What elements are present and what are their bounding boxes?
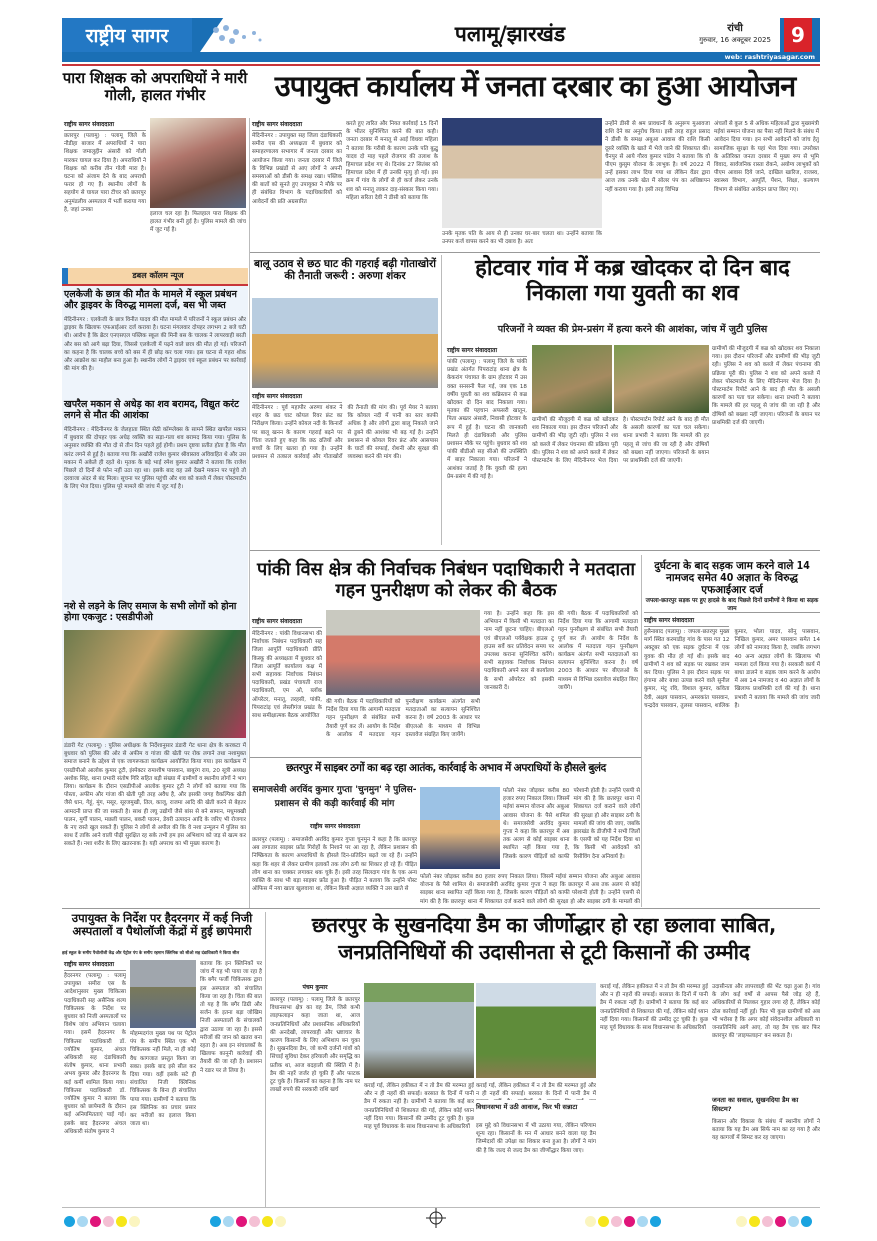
header-rule xyxy=(62,64,820,66)
color-registration-dots xyxy=(585,1212,663,1231)
chhath-ghat-photo xyxy=(252,298,438,388)
byline: राष्ट्रीय सागर संवाददाता xyxy=(447,346,527,357)
byline: राष्ट्रीय सागर संवाददाता xyxy=(64,960,126,971)
headline-lkg: एलकेजी के छात्र की मौत के मामले में स्कूल प्रबंधन और ड्राइवर के विरुद्ध मामला दर्ज, बस भी जब्त xyxy=(64,289,237,311)
row-divider xyxy=(250,757,641,758)
headline-balu: बालू उठाव से छठ घाट की गहराई बढ़ी गोताखोरों की तैनाती जरूरी : अरुणा शंकर xyxy=(253,258,437,283)
subheadline-durghatna: जपला-छतरपुर सड़क पर हुए हादसे के बाद पिछले दिनों ग्रामीणों ने किया था सड़क जाम xyxy=(645,598,819,612)
column-divider xyxy=(265,912,266,1207)
headline-nasha: नशे से लड़ने के लिए समाज के सभी लोगों को होना होगा एकजुट : एसडीपीओ xyxy=(64,601,237,623)
headline-haidernagar: उपायुक्त के निर्देश पर हैदरनगर में कई निजी अस्पतालों व पैथोलॉजी केंद्रों में हुई छापेमारी xyxy=(71,911,253,939)
story-body: किसान और विकास के संबंध में स्थानीय लोगों ने बताया कि यह डैम अब सिर्फ नाम का रह गया है और यह कागजों में सिमट कर रह जाएगा। xyxy=(712,1119,820,1142)
row-divider xyxy=(62,908,820,909)
police-at-site-photo xyxy=(614,345,709,413)
awareness-program-photo xyxy=(64,630,246,738)
row-divider xyxy=(250,252,820,253)
story-body: करते हुए त्वरित और नियत कार्रवाई 15 दिनों के भीतर सुनिश्चित करने की बात कही। जनता दरबार में मनातू से आई विधवा महिला ने बताया कि गरीबी के कारण उनके पति बुद्धु यादव दो माह पहले रोजगार की तलाश के हिमाचल प्रदेश गए थे। दिनांक 27 सितंबर को हिमाचल प्रदेश में ही उनकी मृत्यु हो गई। इस क्रम में गांव के लोगों से ही कर्ज लेकर उनके शव को मनातू लाकर दाह-संस्कार किया गया। महिला सरिता देवी ने डीसी को बताया कि xyxy=(346,121,438,201)
subheading: जनता का सवाल, सुखनदिया डैम का सिस्टम? xyxy=(712,1096,799,1113)
edition-date: गुरुवार, 16 अक्टूबर 2025 xyxy=(699,36,771,44)
grave-site-photo xyxy=(532,345,612,413)
janta-darbar-photo xyxy=(442,118,602,228)
story-body: इस मुद्दे को विधानसभा में भी उठाया गया, लेकिन परिणाम शून्य रहा। किसानों के मन में आधार बनने वाला यह डैम जिम्मेदारों की उपेक्षा का शिकार बना हुआ है। लोगों ने मांग की है कि जल्द से जल्द डैम का जीर्णोद्धार किया जाए। xyxy=(476,1123,596,1154)
column-divider xyxy=(249,118,250,908)
story-body: छतरपुर (पलामू) : पलामू जिले के नौडीहा बाजार में अपराधियों ने पारा शिक्षक जमालुद्दीन अंसारी को गोली मारकर घायल कर दिया है। अपराधियों ने शिक्षक को करीब तीन गोली मारा है। घटना को अंजाम देने के बाद अपराधी फरार हो गए हैं। स्थानीय लोगों के सहयोग से घायल पारा टीचर को छतरपुर अनुमंडलीय अस्पताल में भर्ती कराया गया है, जहां उनका xyxy=(64,133,146,213)
headline-hotwar: होटवार गांव में कब्र खोदकर दो दिन बाद निकाला गया युवती का शव xyxy=(475,256,790,307)
story-body: छतरपुर (पलामू) : समाजसेवी अरविंद कुमार गुप्ता चुनमुन ने कहा है कि छतरपुर अब लगातार साइबर फ्रॉड गिरोहों के निशाने पर आ रहा है, लेकिन प्रशासन की निष्क्रियता के कारण अपराधियों के हौसले दिन-प्रतिदिन बढ़ते जा रहे हैं। उन्होंने कहा कि शहर से लेकर ग्रामीण इलाकों तक लोग ठगी का शिकार हो रहे हैं। पीड़ित लोग थाना का चक्कर लगाकर थक चुके हैं। इसी तरह सिलदाग गांव के एक अन्य व्यक्ति के साथ भी बड़ा साइबर फ्रॉड हुआ है। पीड़ित ने बताया कि उन्होंने पोस्ट ऑफिस में नया खाता खुलवाया था, लेकिन किसी अज्ञात व्यक्ति ने उस खाते से xyxy=(252,837,417,893)
story-body: बताया कि इन क्लिनिकों पर जांच में यह भी पाया जा रहा है कि बगैर फर्जी चिकित्सक द्वारा इस अस्पताल को संचालित किया जा रहा है। चिंता की बात तो यह है कि बगैर डिग्री और सर्जन के इतना बड़ा जोखिम निजी अस्पतालों के संचालकों द्वारा उठाया जा रहा है। इससे मरीजों की जान को खतरा बना रहता है। अब इन संचालकों के खिलाफ कानूनी कार्रवाई की तैयारी की जा रही है। प्रशासन ने रडार पर ले लिया है। xyxy=(200,961,262,1074)
story-body: ग्रामीणों की मौजूदगी में कब्र को खोदकर शव निकाला गया। इस दौरान परिजनों और ग्रामीणों की भीड़ जुटी रही। पुलिस ने शव को कब्जे में लेकर पंचनामा की प्रक्रिया पूरी की। पुलिस ने शव को अपने कब्जे में लेकर पोस्टमार्टम के लिए मेदिनीनगर भेज दिया है। पोस्टमार्टम रिपोर्ट आने के बाद ही मौत के असली कारणों का पता चल सकेगा। थाना प्रभारी ने बताया कि मामले की हर पहलू से जांच की जा रही है और दोषियों को बख्शा नहीं जाएगा। परिजनों के बयान पर प्राथमिकी दर्ज की जाएगी। xyxy=(712,346,820,426)
headline-main: उपायुक्त कार्यालय में जनता दरबार का हुआ आयोजन xyxy=(274,69,796,103)
byline: राष्ट्रीय सागर संवाददाता xyxy=(644,616,729,627)
story-body: फोलो नंबर जोड़कर करीब 80 हजार रुपए निकाल लिया। जिसमें मईयां सम्मान योजना और अबुआ आवास योजना के पैसे शामिल थे। समाजसेवी अरविंद कुमार गुप्ता ने कहा कि छतरपुर में अब तक अलग से कोई साइबर थाना स्थापित नहीं किया गया है, जिसके कारण पीड़ितों को काफी परेशानी होती है। उन्होंने एसपी से मांग की है कि छतरपुर थाना में शिकायत दर्ज कराने वाले लोगों की सुरक्षा हो और साइबर ठगी के मामलों की जांच की जाए, जबकि झारखंड के डीजीपी ने सभी जिलों के एसपी को यह निर्देश दिया था कि किसी भी आवेदकों को रिसीविंग देना अनिवार्य है। xyxy=(503,788,640,860)
subheadline-hotwar: परिजनों ने व्यक्त की प्रेम-प्रसंग में हत्या करने की आशंका, जांच में जुटी पुलिस xyxy=(497,324,768,335)
story-body: ग्रामीणों की मौजूदगी में कब्र को खोदकर शव निकाला गया। इस दौरान परिजनों और ग्रामीणों की भीड़ जुटी रही। पुलिस ने शव को कब्जे में लेकर पंचनामा की प्रक्रिया पूरी की। पुलिस ने शव को अपने कब्जे में लेकर पोस्टमार्टम के लिए मेदिनीनगर भेज दिया है। पोस्टमार्टम रिपोर्ट आने के बाद ही मौत के असली कारणों का पता चल सकेगा। थाना प्रभारी ने बताया कि मामले की हर पहलू से जांच की जा रही है और दोषियों को बख्शा नहीं जाएगा। परिजनों के बयान पर प्राथमिकी दर्ज की जाएगी। xyxy=(532,417,709,465)
headline-teacher: पारा शिक्षक को अपराधियों ने मारी गोली, हालत गंभीर xyxy=(62,69,248,105)
headline-khaprail: खपरैल मकान से अधेड़ का शव बरामद, विद्युत करंट लगने से मौत की आशंका xyxy=(64,399,239,421)
photo-caption: इलाज चल रहा है। फिलहाल पारा शिक्षक की हालत गंभीर बनी हुई है। पुलिस मामले की जांच में जुट गई है। xyxy=(150,211,246,234)
story-body: की गयी। बैठक में पदाधिकारियों को निर्देश दिया गया कि आगामी मतदाता गहन पुनरीक्षण से संबंधित सभी तैयारी पूर्ण कर लें। आयोग के निर्देश के आलोक में मतदाता गहन पुनरीक्षण कार्यक्रम अंतर्गत सभी मतदाताओं का सत्यापन सुनिश्चित करना है। वर्ष 2003 के आधार पर बीएलओ के माध्यम से विभिन्न दस्तावेज संग्रहित किए जायेंगे। xyxy=(558,611,638,691)
activist-portrait-photo xyxy=(420,787,500,869)
headline-cyber: छतरपुर में साइबर ठगों का बढ़ रहा आतंक, कार्रवाई के अभाव में अपराधियों के हौसले बुलंद xyxy=(286,762,606,774)
byline: राष्ट्रीय सागर संवाददाता xyxy=(252,617,322,628)
dam-water-photo xyxy=(364,983,474,1078)
subheadline-cyber: समाजसेवी अरविंद कुमार गुप्ता 'चुनमुन' ने पुलिस-प्रशासन से की कड़ी कार्रवाई की मांग xyxy=(252,785,417,809)
color-registration-dots xyxy=(736,1212,814,1231)
story-body: कराई गई, लेकिन हकीकत में न तो डैम की मरम्मत हुई और न ही नहरों की सफाई। बरसात के दिनों में पानी डैम में रुकता नहीं है। ग्रामीणों ने बताया कि कई बार जनप्रतिनिधियों से शिकायत की गई, लेकिन कोई ध्यान नहीं दिया गया। किसानों की उम्मीद टूट चुकी है। कुछ माह पूर्व विधायक के साथ विधानसभा के अधिकारियों xyxy=(364,1083,474,1131)
story-body: पांकी (पलामू) : पलामू जिले के पांकी प्रखंड अंतर्गत पिपराटांड़ थाना क्षेत्र के केकरांग पंचायत के ग्राम होटवार में उस वक्त सनसनी फैल गई, जब एक 18 वर्षीय युवती का शव कब्रिस्तान से कब्र खोदकर दो दिन बाद निकाला गया। मृतका की पहचान अफसरी खातून, पिता अख्तर अंसारी, निवासी होटवार के रूप में हुई है। घटना की जानकारी मिलते ही दंडाधिकारी और पुलिस प्रशासन मौके पर पहुंचे। बुधवार को शव पांकी बीडीओ सह सीओ की उपस्थिति में बाहर निकाला गया। परिजनों ने आशंका जताई है कि युवती की हत्या प्रेम-प्रसंग में की गई है। xyxy=(447,359,527,480)
double-column-news-label: डबल कॉलम न्यूज xyxy=(62,268,248,284)
byline: राष्ट्रीय सागर संवाददाता xyxy=(252,392,342,403)
byline: राष्ट्रीय सागर संवाददाता xyxy=(252,120,342,131)
story-body: कराई गई, लेकिन हकीकत में न तो डैम की मरम्मत हुई और न ही नहरों की सफाई। बरसात के दिनों में पानी डैम में रुकता नहीं है। ग्रामीणों ने बताया कि कई बार जनप्रतिनिधियों से शिकायत की गई, लेकिन कोई ध्यान नहीं दिया गया। किसानों की उम्मीद टूट चुकी है। कुछ माह पूर्व विधायक के साथ विधानसभा के अधिकारियों xyxy=(600,984,708,1032)
story-body: मेदिनीनगर : पांकी विधानसभा की निर्वाचक निबंधन पदाधिकारी सह जिला आपूर्ति पदाधिकारी प्रीति किस्कू की अध्यक्षता में बुधवार को जिला आपूर्ति कार्यालय कक्ष में सभी सहायक निर्वाचक निबंधन पदाधिकारी, प्रखंड पंचायती राज पदाधिकारी, एम ओ, ब्लॉक ऑपरेटर, मनातू, तरहसी, पांकी, पिपराटांड़ एवं लेस्लीगंज प्रखंड के साथ समीक्षात्मक बैठक आयोजित xyxy=(252,631,322,720)
row-divider xyxy=(250,550,820,551)
story-body: डंडारी गेट (पलामू) : पुलिस अधीक्षक के निर्देशानुसार डंडारी गेट थाना क्षेत्र के करकटा में बुधवार को पुलिस की ओर से अफीम व गांजा की खेती पर रोक लगाने तथा नशामुक्त समाज बनाने के उद्देश्य से एक जागरूकता कार्यक्रम आयोजित किया गया। इस कार्यक्रम में एसडीपीओ आलोक कुमार टूटी, इंस्पेक्टर रामाशीष पासवान, बाबूरंग राय, 20 सूत्री अध्यक्ष अशोक सिंह, थाना प्रभारी संतोष गिरि सहित बड़ी संख्या में ग्रामीणों व स्थानीय लोगों ने भाग लिया। कार्यक्रम के दौरान एसडीपीओ आलोक कुमार टूटी ने लोगों को बताया गया कि पोस्ता, अफीम और गांजा की खेती पूरी तरह अवैध है, और इसकी जगह वैकल्पिक खेती जैसे धान, गेहूं, मूंग, मसूर, सूरजमुखी, तिल, काजू, राजमा आदि की खेती करने से बेहतर आमदनी प्राप्त की जा सकती है। साथ ही लघु उद्योगों जैसे बांस से बने सामान, मधुमक्खी पालन, मुर्गी पालन, मछली पालन, बकरी पालन, डेयरी उत्पादन आदि के जरिए भी रोजगार के नए रास्ते खुल सकते हैं। पुलिस ने लोगों से अपील की कि वे नशा उन्मूलन में पुलिस का साथ दें ताकि आने वाली पीढ़ी सुरक्षित रह सके तभी हम इस अभिशाप को जड़ से खत्म कर सकते हैं। नशा शरीर के लिए खतरनाक है। यही अपराध का भी मुख्य कारण है। xyxy=(64,743,246,848)
website-link[interactable]: web: rashtriyasagar.com xyxy=(724,53,815,61)
byline: पंचम कुमार xyxy=(270,983,360,994)
decorative-dots-icon xyxy=(210,24,270,46)
story-body: फोलो नंबर जोड़कर करीब 80 हजार रुपए निकाल लिया। जिसमें मईयां सम्मान योजना और अबुआ आवास योजना के पैसे शामिल थे। समाजसेवी अरविंद कुमार गुप्ता ने कहा कि छतरपुर में अब तक अलग से कोई साइबर थाना स्थापित नहीं किया गया है, जिसके कारण पीड़ितों को काफी परेशानी होती है। उन्होंने एसपी से मांग की है कि छतरपुर थाना में शिकायत दर्ज कराने वाले लोगों की सुरक्षा हो और साइबर ठगी के मामलों की xyxy=(420,874,640,905)
dam-embankment-photo xyxy=(476,983,596,1078)
story-body: गया है। उन्होंने कहा कि इस अभियान में किसी भी मतदाता का नाम नहीं छूटना चाहिए। बीएलओ एवं बीएलओ पर्यवेक्षक हाउस टू हाउस सर्वे कर प्रतिवेदन समय पर उपलब्ध कराना सुनिश्चित करेंगे। सभी सहायक निर्वाचक निबंधन पदाधिकारी अपने स्तर से कार्यालय के सभी ऑपरेटर को इसकी जानकारी दें। xyxy=(484,611,554,691)
story-body: हुसैनाबाद (पलामू) : जपला-छतरपुर मुख्य मार्ग स्थित करमाडीह गांव के पास गत 12 अक्टूबर को एक सड़क दुर्घटना में एक युवक की मौत हो गई थी। इसके बाद ग्रामीणों ने शव को सड़क पर रखकर जाम कर दिया। पुलिस ने इस दौरान सड़क पर हंगामा और बाधा उत्पन्न करने वाले सुनील कुमार, मंटू रवि, विशाल कुमार, कविता देवी, अक्षय पासवान, अमरकांत पासवान, चन्द्रदेव पासवान, तुलसा पासवान, शालिक कुमार, भोला यादव, सोनू पासवान, निखिल कुमार, अमर पासवान समेत 14 लोगों को नामजद किया है, जबकि लगभग 40 अन्य अज्ञात लोगों के खिलाफ भी मामला दर्ज किया गया है। सरकारी कार्य में बाधा डालने व सड़क जाम करने के आरोप में अब 14 नामजद व 40 अज्ञात लोगों के खिलाफ प्राथमिकी दर्ज की गई है। थाना प्रभारी ने बताया कि मामले की जांच जारी है। xyxy=(644,629,820,709)
injured-teacher-photo xyxy=(150,118,246,208)
column-divider xyxy=(641,555,642,907)
headline-sukhandiya: छतरपुर के सुखनदिया डैम का जीर्णोद्धार हो रहा छलावा साबित, जनप्रतिनिधियों की उदासीनता से टूटी किसानों की उम्मीद xyxy=(311,913,777,964)
raid-photo xyxy=(130,960,196,1028)
headline-durghatna: दुर्घटना के बाद सड़क जाम करने वाले 14 नामजद समेत 40 अज्ञात के विरुद्ध एफआईआर दर्ज xyxy=(654,560,810,597)
story-body: की गयी। बैठक में पदाधिकारियों को निर्देश दिया गया कि आगामी मतदाता गहन पुनरीक्षण से संबंधित सभी तैयारी पूर्ण कर लें। आयोग के निर्देश के आलोक में मतदाता गहन पुनरीक्षण कार्यक्रम अंतर्गत सभी मतदाताओं का सत्यापन सुनिश्चित करना है। वर्ष 2003 के आधार पर बीएलओ के माध्यम से विभिन्न दस्तावेज संग्रहित किए जायेंगे। xyxy=(326,699,480,738)
registration-crosshair-icon xyxy=(426,1208,446,1228)
byline: राष्ट्रीय सागर संवाददाता xyxy=(309,823,360,830)
story-body: उदासीनता और लापरवाही की भेंट चढ़ा हुआ है। गांव के लोग कई वर्षों से आपस पैसे जोड़ रहे हैं, अधिकारियों से मिलकर गुहार लगा रहे हैं, लेकिन कोई ठोस कार्रवाई नहीं हुई। फिर भी कुछ ग्रामीणों को अब भी भरोसा है कि अगर कोई संवेदनशील अधिकारी या जनप्रतिनिधि आगे आए, तो यह डैम एक बार फिर छतरपुर की 'लाइफलाइन' बन सकता है। xyxy=(712,984,820,1040)
newspaper-logo: राष्ट्रीय सागर xyxy=(62,18,192,52)
color-registration-dots xyxy=(210,1212,288,1231)
headline-panki: पांकी विस क्षेत्र की निर्वाचक निबंधन पदाधिकारी ने मतदाता गहन पुनरीक्षण को लेकर की बैठक xyxy=(256,559,635,601)
story-body: मेदिनीनगर : पूर्व महापौर अरुणा शंकर ने शहर के छठ घाट कोयल रिवर फ्रंट का निरीक्षण किया। उन्होंने कोयल नदी के किनारों पर बालू खनन के कारण गहराई बढ़ने पर चिंता जताते हुए कहा कि छठ व्रतियों और बच्चों के लिए खतरा हो गया है। उन्होंने प्रशासन से तत्काल कार्रवाई और गोताखोरों की तैनाती की मांग की। पूर्व मेयर ने बताया कि कोयल नदी में पानी का स्तर काफी अधिक है और लोगों द्वारा बालू निकाले जाने से डूबने की आशंका भी बढ़ गई है। उन्होंने प्रशासन से कोयल रिवर फ्रंट और आसपास के घाटों की सफाई, रोशनी और सुरक्षा की व्यवस्था करने की मांग की। xyxy=(252,405,438,461)
story-body: उन्होंने डीसी से श्रम प्रावधानों के अनुरूप मुआवजा राशि देने का अनुरोध किया। इसी तरह राहुल प्रसाद ने डीसी के समक्ष अबुआ आवास की राशि किसी दूसरे व्यक्ति के खाते में भेजे जाने की शिकायत की। चैनपुर से आये गौरव कुमार पांडेय ने बताया कि वो पीएम कुसुम योजना के लाभुक है। वर्ष 2022 में उन्हें इसका लाभ दिया गया था लेकिन वेंडर द्वारा आज तक उनके खेत में सोलर पंप का अधिष्ठापन नहीं कराया गया है। इसी तरह विभिन्न xyxy=(605,121,710,193)
story-body: हैदरनगर (पलामू) : पलामू उपायुक्त समीरा एस के आदेशानुसार मुख्य चिकित्सा पदाधिकारी सह असैनिक शल्य चिकित्सक के निर्देश पर बुधवार को निजी अस्पतालों पर विशेष जांच अभियान चलाया गया। इसमें हैदरनगर के चिकित्सा पदाधिकारी डॉ. ज्योतिष कुमार, अंचल अधिकारी सह दंडाधिकारी संतोष कुमार, थाना प्रभारी अभय कुमार और हैदरनगर के कई कर्मी शामिल किया गया। चिकित्सा पदाधिकारी डॉ. ज्योतिष कुमार ने बताया कि बुधवार को छापेमारी के दौरान कई अनियमितताएं पाई गई। इसके बाद हैदरनगर अंचल अधिकारी संतोष कुमार ने xyxy=(64,973,126,1135)
byline: राष्ट्रीय सागर संवाददाता xyxy=(64,120,146,131)
edition-city: रांची xyxy=(727,23,743,34)
photo-caption: उनके मृतक पति के आय से ही उनका घर-बार चलता था। उन्होंने बताया कि उनपर कर्ज वापस करने का भी दबाव है। अतः xyxy=(442,231,602,246)
story-body: अंचलों से कुल 5 से अधिक महिलाओं द्वारा मुख्यमंत्री मईयां सम्मान योजना का पैसा नहीं मिलने के संबंध में आवेदन दिया गया। इन सभी आवेदनों को जांच हेतु सामाजिक सुरक्षा के यहां भेज दिया गया। उपरोक्त के अतिरिक्त जनता दरबार में मुख्य रूप से भूमि विवाद, सार्वजनिक रास्ता रोकने, अयोग्य लाभुकों को पीएम आवास दिये जाने, दाखिल खारिज, राजस्व, स्वास्थ्य विभाग, आपूर्ति, पेंशन, शिक्षा, कल्याण विभाग से संबंधित आवेदन प्राप्त किए गए। xyxy=(714,121,819,193)
page-number: 9 xyxy=(784,18,812,52)
section-title: पलामू/झारखंड xyxy=(454,22,566,46)
story-body: मेदिनीनगर : मेदिनीनगर के जेलहाता स्थित सेठी कॉम्प्लेक्स के सामने स्थित खपरैल मकान में बुधवार की दोपहर एक अधेड़ व्यक्ति का सड़ा-गला शव बरामद किया गया। पुलिस के अनुसार व्यक्ति की मौत दो से तीन दिन पहले हुई होगी। प्रथम दृष्टया प्रतीत होता है कि मौत करंट लगने से हुई है। बताया गया कि अखौरी राजेश कुमार श्रीवास्तव अविवाहित थे और उस मकान में अकेले ही रहते थे। मृतक के बड़े भाई रमेश कुमार अखौरी ने बताया कि राजेश पिछले दो दिनों से फोन नहीं उठा रहा था। इसके बाद वह उसे देखने मकान पर पहुंचे तो दरवाजा अंदर से बंद मिला। सूचना पर पुलिस पहुंची और शव को कब्जे में लेकर पोस्टमार्टम के लिए भेज दिया। पुलिस पूरे मामले की जांच में जुट गई है। xyxy=(64,427,246,491)
meeting-photo xyxy=(326,610,480,695)
story-body: मेदिनीनगर : उपायुक्त सह जिला दंडाधिकारी समीरा एस की अध्यक्षता में बुधवार को समाहरणालय सभागार में जनता दरबार का आयोजन किया गया। जनता दरबार में जिले के विभिन्न प्रखंडों से आए लोगों ने अपनी समस्याओं को डीसी के समक्ष रखा। पब्लिक की बातों को सुनते हुए उपायुक्त ने मौके पर ही संबंधित विभाग के पदाधिकारियों को आवेदनों की प्रति अग्रसारित xyxy=(252,133,342,205)
story-body: मेदिनीनगर : एलकेजी के छात्र विनीत यादव की मौत मामले में परिजनों ने स्कूल प्रबंधन और ड्राइवर के खिलाफ एफआईआर दर्ज कराया है। घटना मंगलवार दोपहर लगभग 2 बजे घटी थी। आरोप है कि ब्रेटर एनएसएल पब्लिक स्कूल की मिनी बस के चालक ने लापरवाही बरती और बस को आगे बढ़ा दिया, जिससे एलकेजी में पढ़ने वाले छात्र की मौत हो गई। परिजनों का कहना है कि चालक बच्चे को बस में ही छोड़ कर चला गया। इस घटना से गहरा शोक और आक्रोश का माहौल बना हुआ है। स्थानीय लोगों ने ड्राइवर एवं स्कूल प्रबंधन पर कार्रवाई की मांग की है। xyxy=(64,317,246,373)
color-registration-dots xyxy=(64,1212,142,1231)
photo-caption: मोहम्मदगंज मुख्य पथ पर पेट्रोल पंप के समीप स्थित एक भी चिकित्सक नहीं मिले, ना ही कोई वैध कागजात प्रस्तुत किया जा सका। इसके बाद इसे सील कर दिया गया। वहीं इसके सटे ही संचालित निजी क्लिनिक चिकित्सक के बिना ही संचालित पाया गया। ग्रामीणों ने बताया कि इस क्लिनिक का प्रचार प्रसार कर मरीजों का इलाज किया जाता था। xyxy=(130,1031,196,1128)
story-body: कराई गई, लेकिन हकीकत में न तो डैम की मरम्मत हुई और न ही नहरों की सफाई। बरसात के दिनों में पानी डैम में xyxy=(476,1083,596,1098)
column-divider xyxy=(441,255,442,545)
subheadline-haidernagar: हाई स्कूल के समीप पैथोलॉजी केंद्र और पेट्रोल पंप के समीप रहमान क्लिनिक को सीओ सह दंडाधिकारी ने किया सील xyxy=(62,950,240,955)
story-body: छतरपुर (पलामू) : पलामू जिले के छतरपुर विधानसभा क्षेत्र का वह डैम, जिसे कभी लाइफलाइन कहा जाता था, आज जनप्रतिनिधियों और प्रशासनिक अधिकारियों की अनदेखी, लापरवाही और भ्रष्टाचार के कारण किसानों के लिए अभिशाप बन चुका है। सुखनदिया डैम, जो कभी दर्जनों गांवों को सिंचाई सुविधा देकर हरियाली और समृद्धि का प्रतीक था, आज बदहाली की स्थिति में है। डैम की नहरें जर्जर हो चुकी हैं और फाटक टूट चुके हैं। किसानों का कहना है कि नाम पर लाखों रुपये की सरकारी राशि खर्च xyxy=(270,997,360,1094)
subheading: विधानसभा में उठी आवाज, फिर भी सन्नाटा xyxy=(476,1103,578,1111)
